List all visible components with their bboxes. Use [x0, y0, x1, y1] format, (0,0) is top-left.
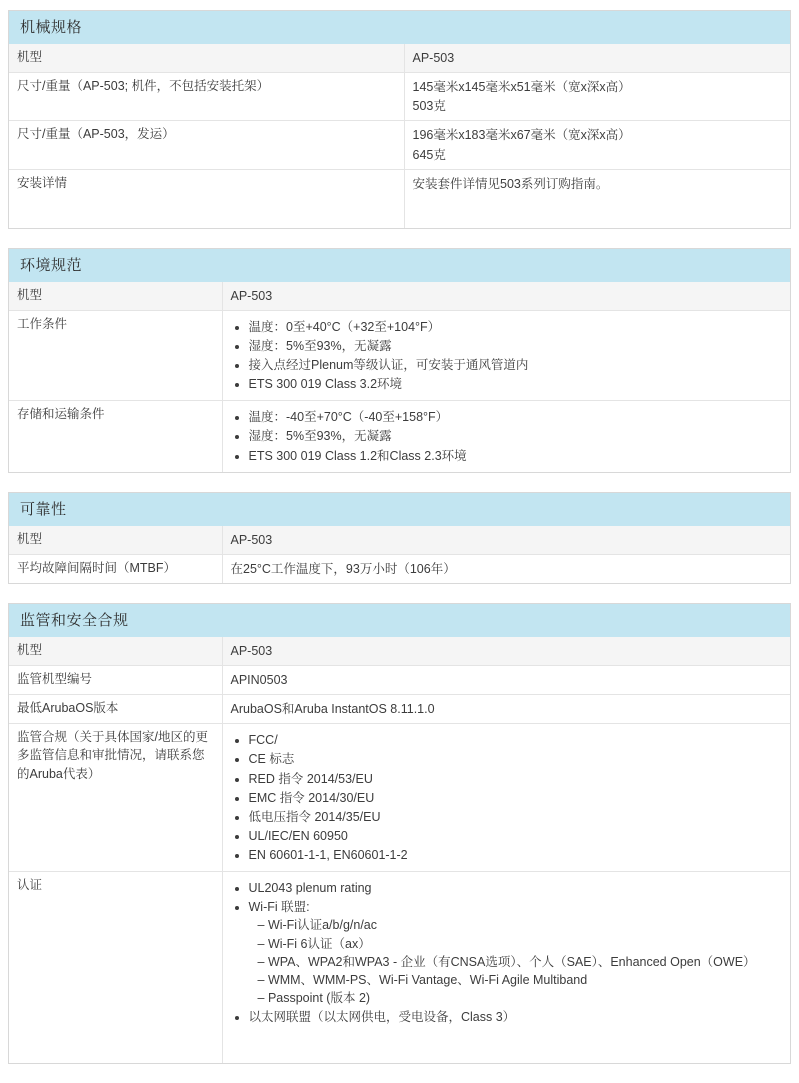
spec-value-line: 在25°C工作温度下，93万小时（106年）: [230, 561, 456, 576]
spec-row: [9, 169, 790, 228]
bullet-item: [249, 356, 783, 374]
bullet-text: EMC 指令 2014/30/EU: [248, 790, 375, 805]
bullet-item: [249, 827, 783, 845]
section-environmental: [8, 248, 791, 473]
spec-label-cell: 安装详情: [9, 169, 404, 228]
section-header: [9, 11, 790, 44]
section-reliability: [8, 492, 791, 584]
bullet-text: 低电压指令 2014/35/EU: [248, 809, 381, 824]
section-header: [9, 249, 790, 282]
section-title: 监管和安全合规: [20, 611, 129, 629]
spec-label-cell: 机型: [9, 526, 222, 555]
bullet-text: 温度：-40至+70°C（-40至+158°F）: [248, 410, 449, 425]
spec-value-cell: [222, 724, 790, 872]
spec-table: [9, 282, 790, 472]
bullet-text: UL/IEC/EN 60950: [248, 828, 348, 843]
spec-value-line: APIN0503: [230, 673, 288, 687]
spec-value-line: 安装套件详情见503系列订购指南。: [412, 176, 609, 191]
spec-value-cell: [404, 44, 790, 73]
spec-value-line: AP-503: [412, 51, 455, 65]
spec-row: [9, 637, 790, 666]
spec-label-cell: 平均故障间隔时间（MTBF）: [9, 554, 222, 583]
spec-value-cell: [222, 401, 790, 472]
spec-value-cell: [222, 666, 790, 695]
bullet-item: [249, 731, 783, 749]
spec-row: [9, 44, 790, 73]
spec-row: [9, 526, 790, 555]
bullet-list: [231, 731, 783, 864]
sub-bullet-item: [258, 953, 783, 971]
bullet-item: [249, 408, 783, 426]
bullet-text: ETS 300 019 Class 1.2和Class 2.3环境: [248, 448, 467, 463]
bullet-item: [249, 808, 783, 826]
section-title: 环境规范: [20, 256, 83, 274]
bullet-item: [249, 770, 783, 788]
section-title: 机械规格: [20, 19, 83, 36]
bullet-text: CE 标志: [248, 752, 295, 767]
sub-bullet-item: [258, 916, 783, 934]
spec-value-cell: [222, 695, 790, 724]
spec-value-line: 196毫米x183毫米x67毫米（宽x深x高）: [412, 128, 631, 143]
spec-label-cell: 尺寸/重量（AP-503; 机件，不包括安装托架）: [9, 73, 404, 121]
spec-table: [9, 637, 790, 1063]
spec-value-line: 645克: [412, 147, 446, 162]
bullet-text: RED 指令 2014/53/EU: [248, 771, 373, 786]
bullet-item: [249, 879, 783, 897]
spec-value-cell: [404, 121, 790, 169]
spec-label-cell: 机型: [9, 44, 404, 73]
spec-value-line: AP-503: [230, 532, 273, 547]
sub-bullet-text: WMM、WMM-PS、Wi-Fi Vantage、Wi-Fi Agile Multiband: [267, 972, 588, 987]
section-header: [9, 493, 790, 526]
bullet-item: [249, 898, 783, 1007]
spec-row: [9, 554, 790, 583]
spec-table: [9, 526, 790, 583]
bullet-item: [249, 337, 783, 355]
sub-bullet-item: [258, 971, 783, 989]
bullet-item: [249, 789, 783, 807]
spec-row: [9, 872, 790, 1064]
bullet-list: [231, 318, 783, 394]
bullet-item: [249, 427, 783, 445]
spec-value-cell: [222, 310, 790, 401]
spec-value-cell: [222, 872, 790, 1064]
bullet-text: UL2043 plenum rating: [248, 881, 372, 896]
bullet-list: [231, 408, 783, 464]
spec-row: [9, 121, 790, 169]
spec-value-line: AP-503: [230, 288, 273, 303]
bullet-text: FCC/: [248, 733, 278, 748]
bullet-text: 以太网联盟（以太网供电，受电设备，Class 3）: [248, 1010, 516, 1024]
spec-label-cell: 尺寸/重量（AP-503，发运）: [9, 121, 404, 169]
spec-row: [9, 666, 790, 695]
section-header: [9, 604, 790, 637]
section-mechanical: [8, 10, 791, 229]
bullet-text: 湿度：5%至93%，无凝露: [248, 338, 392, 353]
spec-value-line: 145毫米x145毫米x51毫米（宽x深x高）: [412, 80, 631, 95]
sub-bullet-list: [249, 916, 783, 1007]
bullet-item: [249, 375, 783, 393]
bullet-item: [249, 447, 783, 465]
bullet-text: 湿度：5%至93%，无凝露: [248, 429, 392, 444]
spec-label-cell: 机型: [9, 637, 222, 666]
section-title: 可靠性: [20, 500, 67, 518]
bullet-item: [249, 846, 783, 864]
spec-label-cell: 认证: [9, 872, 222, 1064]
spec-value-line: 503克: [412, 99, 446, 114]
spec-value-cell: [222, 526, 790, 555]
sub-bullet-text: Wi-Fi 6认证（ax）: [267, 936, 371, 951]
spec-row: [9, 310, 790, 401]
sub-bullet-text: Passpoint (版本 2): [267, 990, 371, 1005]
bullet-text: EN 60601-1-1, EN60601-1-2: [248, 848, 408, 862]
spec-label-cell: 存储和运输条件: [9, 401, 222, 472]
spec-value-cell: [222, 554, 790, 583]
spec-label-cell: 机型: [9, 282, 222, 311]
bullet-text: Wi-Fi 联盟:: [248, 900, 310, 915]
spec-row: [9, 724, 790, 872]
bullet-list: [231, 879, 783, 1026]
spec-value-cell: [404, 73, 790, 121]
spec-label-cell: 监管机型编号: [9, 666, 222, 695]
bullet-text: ETS 300 019 Class 3.2环境: [248, 377, 403, 392]
bullet-item: [249, 1008, 783, 1026]
spec-value-line: AP-503: [230, 643, 273, 658]
spec-row: [9, 695, 790, 724]
spec-row: [9, 73, 790, 121]
spec-value-line: ArubaOS和Aruba InstantOS 8.11.1.0: [230, 702, 435, 717]
sub-bullet-item: [258, 989, 783, 1007]
bullet-text: 接入点经过Plenum等级认证，可安装于通风管道内: [248, 358, 529, 372]
spec-label-cell: 最低ArubaOS版本: [9, 695, 222, 724]
section-regulatory: [8, 603, 791, 1064]
spec-row: [9, 282, 790, 311]
spec-value-cell: [222, 637, 790, 666]
sub-bullet-text: WPA、WPA2和WPA3 - 企业（有CNSA选项）、个人（SAE）、Enhanced Open（OWE）: [267, 954, 756, 969]
sub-bullet-item: [258, 935, 783, 953]
spec-value-cell: [222, 282, 790, 311]
spec-label-cell: 工作条件: [9, 310, 222, 401]
bullet-text: 温度：0至+40°C（+32至+104°F）: [248, 319, 441, 334]
spec-row: [9, 401, 790, 472]
spec-label-cell: 监管合规（关于具体国家/地区的更多监管信息和审批情况，请联系您的Aruba代表）: [9, 724, 222, 872]
spec-value-cell: [404, 169, 790, 228]
bullet-item: [249, 750, 783, 768]
sub-bullet-text: Wi-Fi认证a/b/g/n/ac: [267, 918, 377, 933]
spec-table: [9, 44, 790, 228]
bullet-item: [249, 318, 783, 336]
